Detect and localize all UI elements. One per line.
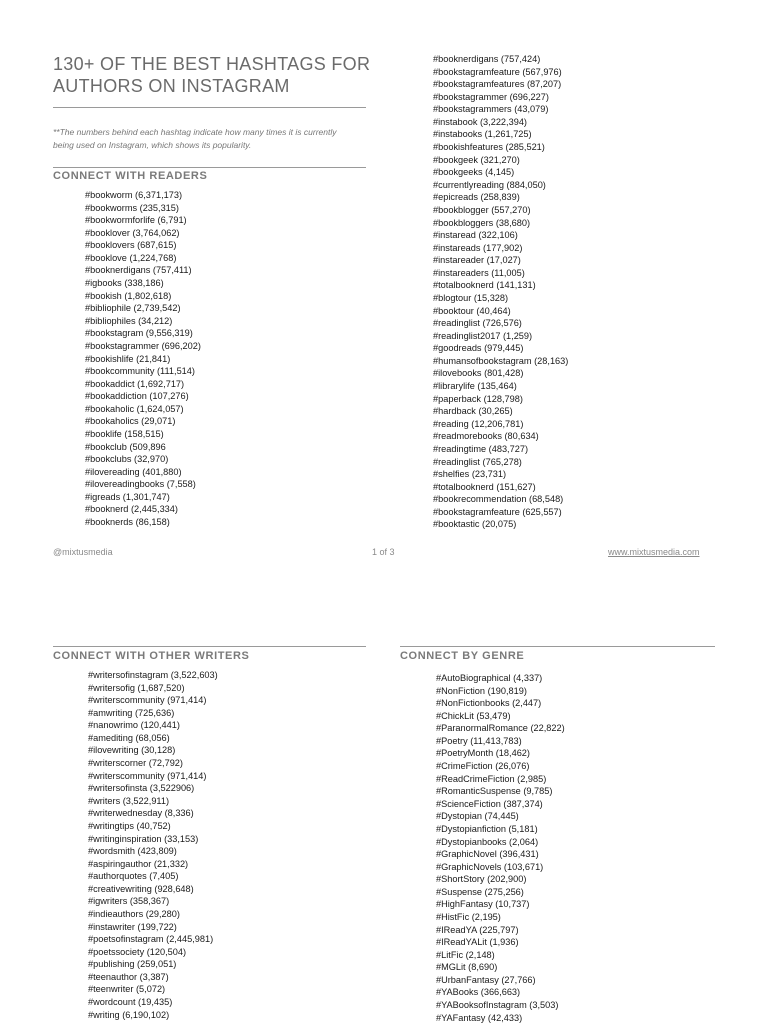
hashtag-item: #booktastic (20,075) bbox=[433, 519, 517, 530]
hashtag-item: #ShortStory (202,900) bbox=[436, 874, 527, 885]
section-title-genre: CONNECT BY GENRE bbox=[400, 650, 525, 662]
hashtag-item: #bookstagrammer (696,227) bbox=[433, 91, 549, 102]
section-divider-writers bbox=[53, 646, 366, 647]
hashtag-item: #booklovers (687,615) bbox=[85, 240, 177, 251]
hashtag-item: #ilovereading (401,880) bbox=[85, 466, 182, 477]
hashtag-item: #writingtips (40,752) bbox=[88, 820, 171, 831]
hashtag-item: #wordcount (19,435) bbox=[88, 997, 173, 1008]
hashtag-item: #booknerdigans (757,411) bbox=[85, 265, 192, 276]
hashtag-item: #bookstagram (9,556,319) bbox=[85, 328, 193, 339]
hashtag-item: #bookgeek (321,270) bbox=[433, 154, 520, 165]
hashtag-item: #ilovebooks (801,428) bbox=[433, 368, 524, 379]
hashtag-item: #GraphicNovel (396,431) bbox=[436, 849, 539, 860]
hashtag-item: #indieauthors (29,280) bbox=[88, 908, 180, 919]
hashtag-item: #bookishfeatures (285,521) bbox=[433, 142, 545, 153]
popularity-note-line-2: being used on Instagram, which shows its popularity. bbox=[53, 140, 252, 150]
title-divider bbox=[53, 107, 366, 108]
hashtag-item: #YABooks (366,663) bbox=[436, 987, 521, 998]
section-divider-readers bbox=[53, 167, 366, 168]
hashtag-item: #ilovereadingbooks (7,558) bbox=[85, 479, 196, 490]
page-title-line-1: 130+ OF THE BEST HASHTAGS FOR bbox=[53, 54, 371, 74]
section-title-readers: CONNECT WITH READERS bbox=[53, 170, 208, 182]
hashtag-item: #bookstagrammers (43,079) bbox=[433, 104, 549, 115]
hashtag-item: #teenwriter (5,072) bbox=[88, 984, 166, 995]
hashtag-item: #booknerds (86,158) bbox=[85, 517, 170, 528]
popularity-note-line-1: **The numbers behind each hashtag indicate how many times it is currently bbox=[53, 127, 337, 137]
hashtag-item: #readinglist (765,278) bbox=[433, 456, 522, 467]
hashtag-item: #MGLit (8,690) bbox=[436, 962, 498, 973]
hashtag-item: #goodreads (979,445) bbox=[433, 343, 524, 354]
hashtag-item: #Poetry (11,413,783) bbox=[436, 735, 522, 746]
hashtag-item: #bookblogger (557,270) bbox=[433, 204, 531, 215]
hashtag-item: #booktour (40,464) bbox=[433, 305, 511, 316]
hashtag-item: #HistFic (2,195) bbox=[436, 911, 501, 922]
hashtag-item: #teenauthor (3,387) bbox=[88, 971, 169, 982]
hashtag-item: #booklife (158,515) bbox=[85, 428, 164, 439]
hashtag-item: #bookworm (6,371,173) bbox=[85, 190, 183, 200]
hashtag-item: #hardback (30,265) bbox=[433, 406, 513, 417]
hashtag-item: #reading (12,206,781) bbox=[433, 418, 524, 429]
hashtag-item: #writerscorner (72,792) bbox=[88, 758, 183, 769]
hashtag-item: #readinglist (726,576) bbox=[433, 318, 522, 329]
hashtag-item: #Dystopianbooks (2,064) bbox=[436, 836, 539, 847]
hashtag-item: #bookstagramfeatures (87,207) bbox=[433, 79, 562, 90]
hashtag-item: #UrbanFantasy (27,766) bbox=[436, 974, 536, 985]
hashtag-item: #wordsmith (423,809) bbox=[88, 846, 177, 857]
genre-hashtag-list bbox=[436, 672, 565, 1024]
hashtag-item: #bookaddict (1,692,717) bbox=[85, 378, 185, 389]
readers-hashtag-list bbox=[85, 189, 201, 529]
hashtag-item: #shelfies (23,731) bbox=[433, 469, 507, 480]
hashtag-item: #writerwednesday (8,336) bbox=[88, 808, 194, 819]
page-title-line-2: AUTHORS ON INSTAGRAM bbox=[53, 76, 290, 96]
section-divider-genre bbox=[400, 646, 715, 647]
hashtag-item: #bookaholics (29,071) bbox=[85, 416, 176, 427]
hashtag-item: #ParanormalRomance (22,822) bbox=[436, 723, 565, 734]
hashtag-item: #bookcommunity (111,514) bbox=[85, 366, 195, 377]
hashtag-item: #creativewriting (928,648) bbox=[88, 883, 194, 894]
hashtag-item: #authorquotes (7,405) bbox=[88, 871, 179, 882]
hashtag-item: #instaread (322,106) bbox=[433, 230, 518, 241]
hashtag-item: #instawriter (199,722) bbox=[88, 921, 177, 932]
hashtag-item: #bookrecommendation (68,548) bbox=[433, 494, 564, 505]
hashtag-item: #ilovewriting (30,128) bbox=[88, 745, 176, 756]
hashtag-item: #readmorebooks (80,634) bbox=[433, 431, 539, 442]
hashtag-item: #NonFictionbooks (2,447) bbox=[436, 698, 542, 709]
hashtag-item: #writersofig (1,687,520) bbox=[88, 682, 185, 693]
hashtag-item: #ReadCrimeFiction (2,985) bbox=[436, 773, 547, 784]
hashtag-item: #IReadYALit (1,936) bbox=[436, 937, 519, 948]
hashtag-item: #bibliophiles (34,212) bbox=[85, 315, 173, 326]
hashtag-item: #totalbooknerd (141,131) bbox=[433, 280, 536, 291]
hashtag-item: #Suspense (275,256) bbox=[436, 886, 524, 897]
hashtag-item: #AutoBiographical (4,337) bbox=[436, 673, 543, 683]
hashtag-item: #ChickLit (53,479) bbox=[436, 710, 511, 721]
hashtag-item: #nanowrimo (120,441) bbox=[88, 720, 180, 731]
hashtag-item: #writerscommunity (971,414) bbox=[88, 770, 207, 781]
hashtag-item: #poetsofinstagram (2,445,981) bbox=[88, 934, 214, 945]
hashtag-item: #writerscommunity (971,414) bbox=[88, 695, 207, 706]
hashtag-item: #igbooks (338,186) bbox=[85, 278, 164, 289]
hashtag-item: #bookishlife (21,841) bbox=[85, 353, 171, 364]
hashtag-item: #igwriters (358,367) bbox=[88, 896, 170, 907]
hashtag-item: #bookgeeks (4,145) bbox=[433, 167, 515, 178]
hashtag-item: #epicreads (258,839) bbox=[433, 192, 520, 203]
hashtag-item: #writing (6,190,102) bbox=[88, 1009, 170, 1020]
hashtag-item: #publishing (259,051) bbox=[88, 959, 177, 970]
hashtag-item: #blogtour (15,328) bbox=[433, 292, 509, 303]
hashtag-item: #bookclubs (32,970) bbox=[85, 454, 169, 465]
hashtag-item: #currentlyreading (884,050) bbox=[433, 179, 546, 190]
hashtag-item: #Dystopian (74,445) bbox=[436, 811, 519, 822]
hashtag-item: #HighFantasy (10,737) bbox=[436, 899, 530, 910]
footer-website-link[interactable]: www.mixtusmedia.com bbox=[608, 547, 700, 557]
page-title bbox=[53, 53, 373, 97]
hashtag-item: #paperback (128,798) bbox=[433, 393, 523, 404]
hashtag-item: #writersofinsta (3,522906) bbox=[88, 783, 195, 794]
hashtag-item: #bookstagramfeature (567,976) bbox=[433, 66, 562, 77]
hashtag-item: #RomanticSuspense (9,785) bbox=[436, 786, 553, 797]
hashtag-item: #readinglist2017 (1,259) bbox=[433, 330, 533, 341]
hashtag-item: #instareads (177,902) bbox=[433, 242, 523, 253]
hashtag-item: #writers (3,522,911) bbox=[88, 795, 170, 806]
hashtag-item: #LitFic (2,148) bbox=[436, 949, 495, 960]
hashtag-item: #booklove (1,224,768) bbox=[85, 252, 177, 263]
hashtag-item: #poetssociety (120,504) bbox=[88, 946, 187, 957]
hashtag-item: #bookworms (235,315) bbox=[85, 202, 179, 213]
hashtag-item: #librarylife (135,464) bbox=[433, 381, 517, 392]
hashtag-item: #CrimeFiction (26,076) bbox=[436, 761, 530, 772]
hashtag-item: #aspiringauthor (21,332) bbox=[88, 858, 189, 869]
hashtag-item: #bookaddiction (107,276) bbox=[85, 391, 189, 402]
hashtag-item: #totalbooknerd (151,627) bbox=[433, 481, 536, 492]
hashtag-item: #bookbloggers (38,680) bbox=[433, 217, 531, 228]
hashtag-item: #GraphicNovels (103,671) bbox=[436, 861, 544, 872]
footer-handle: @mixtusmedia bbox=[53, 547, 113, 557]
hashtag-item: #NonFiction (190,819) bbox=[436, 685, 527, 696]
hashtag-item: #bookclub (509,896 bbox=[85, 441, 166, 452]
popularity-note bbox=[53, 126, 373, 152]
hashtag-item: #YAFantasy (42,433) bbox=[436, 1012, 523, 1023]
hashtag-item: #YABooksofInstagram (3,503) bbox=[436, 1000, 559, 1011]
hashtag-item: #bookstagramfeature (625,557) bbox=[433, 506, 562, 517]
hashtag-item: #instabook (3,222,394) bbox=[433, 116, 527, 127]
hashtag-item: #bookaholic (1,624,057) bbox=[85, 403, 184, 414]
writers-hashtag-list bbox=[88, 669, 218, 1021]
page-number: 1 of 3 bbox=[372, 547, 395, 557]
hashtag-item: #bookwormforlife (6,791) bbox=[85, 215, 187, 226]
hashtag-item: #booknerdigans (757,424) bbox=[433, 54, 541, 64]
hashtag-item: #igreads (1,301,747) bbox=[85, 491, 170, 502]
hashtag-item: #instareaders (11,005) bbox=[433, 267, 525, 278]
hashtag-item: #instareader (17,027) bbox=[433, 255, 521, 266]
hashtag-item: #booknerd (2,445,334) bbox=[85, 504, 178, 515]
hashtag-item: #PoetryMonth (18,462) bbox=[436, 748, 530, 759]
hashtag-item: #humansofbookstagram (28,163) bbox=[433, 355, 569, 366]
hashtag-item: #booklover (3,764,062) bbox=[85, 227, 180, 238]
hashtag-item: #bookstagrammer (696,202) bbox=[85, 340, 201, 351]
hashtag-item: #amwriting (725,636) bbox=[88, 707, 175, 718]
hashtag-item: #instabooks (1,261,725) bbox=[433, 129, 532, 140]
hashtag-item: #IReadYA (225,797) bbox=[436, 924, 519, 935]
hashtag-item: #readingtime (483,727) bbox=[433, 443, 528, 454]
hashtag-item: #amediting (68,056) bbox=[88, 732, 170, 743]
hashtag-item: #Dystopianfiction (5,181) bbox=[436, 823, 538, 834]
reader-hashtag-list-continued bbox=[433, 53, 568, 531]
hashtag-item: #bibliophile (2,739,542) bbox=[85, 303, 181, 314]
hashtag-item: #ScienceFiction (387,374) bbox=[436, 798, 543, 809]
hashtag-item: #writersofinstagram (3,522,603) bbox=[88, 670, 218, 680]
section-title-writers: CONNECT WITH OTHER WRITERS bbox=[53, 650, 250, 662]
hashtag-item: #bookish (1,802,618) bbox=[85, 290, 172, 301]
hashtag-item: #writinginspiration (33,153) bbox=[88, 833, 199, 844]
